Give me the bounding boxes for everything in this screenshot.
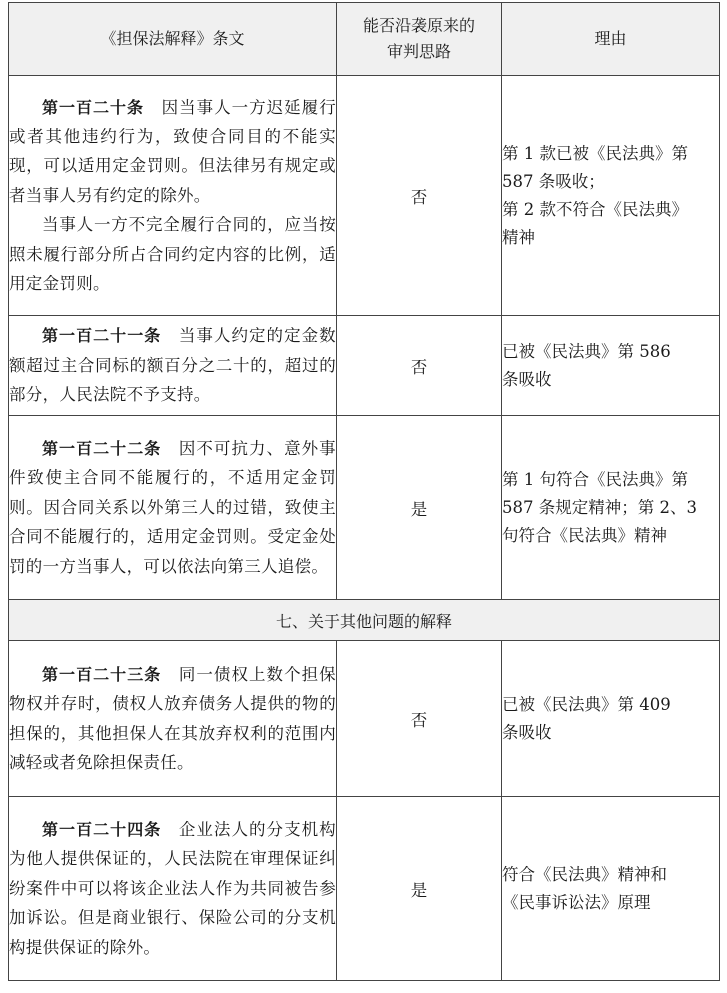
reason-line: 精神 — [502, 227, 535, 247]
reason-cell — [502, 416, 720, 600]
table-row — [9, 316, 720, 416]
table-row — [9, 797, 720, 981]
article-cell — [9, 797, 337, 981]
article-paragraph — [9, 660, 336, 778]
article-cell — [9, 76, 337, 316]
table-row — [9, 76, 720, 316]
reason-cell — [502, 797, 720, 981]
header-article: 《担保法解释》条文 — [9, 3, 337, 76]
article-cell — [9, 641, 337, 797]
can-follow-cell: 是 — [337, 416, 502, 600]
article-number: 第一百二十条 — [42, 97, 145, 117]
reason-line: 第 1 款已被《民法典》第 — [502, 143, 688, 163]
reason-line: 《民事诉讼法》原理 — [502, 892, 651, 912]
header-reason: 理由 — [502, 3, 720, 76]
article-paragraph — [9, 210, 336, 298]
article-number: 第一百二十四条 — [42, 819, 162, 839]
reason-cell — [502, 316, 720, 416]
article-text: 因不可抗力、意外事件致使主合同不能履行的，不适用定金罚则。因合同关系以外第三人的过错，致使主合同不能履行的，适用定金罚则。受定金处罚的一方当事人，可以依法向第三人追偿。 — [9, 438, 336, 576]
reason-line: 第 1 句符合《民法典》第 — [502, 469, 688, 489]
article-number: 第一百二十三条 — [42, 664, 162, 684]
header-can-follow-line1: 能否沿袭原来的 — [362, 16, 475, 35]
table-row — [9, 416, 720, 600]
section-title: 七、关于其他问题的解释 — [9, 600, 720, 641]
can-follow-cell: 是 — [337, 797, 502, 981]
article-text: 同一债权上数个担保物权并存时，债权人放弃债务人提供的物的担保的，其他担保人在其放弃权利的范围内减轻或者免除担保责任。 — [9, 664, 336, 772]
reason-line: 句符合《民法典》精神 — [502, 525, 667, 545]
reason-line: 符合《民法典》精神和 — [502, 864, 667, 884]
article-text: 企业法人的分支机构为他人提供保证的，人民法院在审理保证纠纷案件中可以将该企业法人作为共同被告参加诉讼。但是商业银行、保险公司的分支机构提供保证的除外。 — [9, 819, 336, 957]
article-paragraph — [9, 815, 336, 962]
reason-line: 已被《民法典》第 409 — [502, 694, 671, 714]
header-can-follow-line2: 审判思路 — [386, 42, 451, 61]
article-paragraph — [9, 321, 336, 409]
table-row — [9, 641, 720, 797]
comparison-table — [8, 2, 720, 981]
article-paragraph — [9, 434, 336, 581]
section-row — [9, 600, 720, 641]
article-cell — [9, 416, 337, 600]
reason-cell — [502, 76, 720, 316]
reason-line: 587 条规定精神；第 2、3 — [502, 497, 697, 517]
article-text: 当事人约定的定金数额超过主合同标的额百分之二十的，超过的部分，人民法院不予支持。 — [9, 326, 336, 405]
article-number: 第一百二十一条 — [42, 326, 162, 346]
can-follow-cell: 否 — [337, 316, 502, 416]
article-number: 第一百二十二条 — [42, 438, 162, 458]
reason-line: 条吸收 — [502, 369, 552, 389]
reason-line: 587 条吸收； — [502, 171, 605, 191]
reason-cell — [502, 641, 720, 797]
reason-line: 第 2 款不符合《民法典》 — [502, 199, 688, 219]
article-cell — [9, 316, 337, 416]
reason-line: 条吸收 — [502, 722, 552, 742]
table-header-row — [9, 3, 720, 76]
reason-line: 已被《民法典》第 586 — [502, 341, 671, 361]
article-paragraph — [9, 93, 336, 211]
can-follow-cell: 否 — [337, 76, 502, 316]
article-text: 因当事人一方迟延履行或者其他违约行为，致使合同目的不能实现，可以适用定金罚则。但法律另有规定或者当事人另有约定的除外。 — [9, 97, 336, 205]
header-can-follow — [337, 3, 502, 76]
article-text: 当事人一方不完全履行合同的，应当按照未履行部分所占合同约定内容的比例，适用定金罚则。 — [9, 215, 336, 294]
can-follow-cell: 否 — [337, 641, 502, 797]
